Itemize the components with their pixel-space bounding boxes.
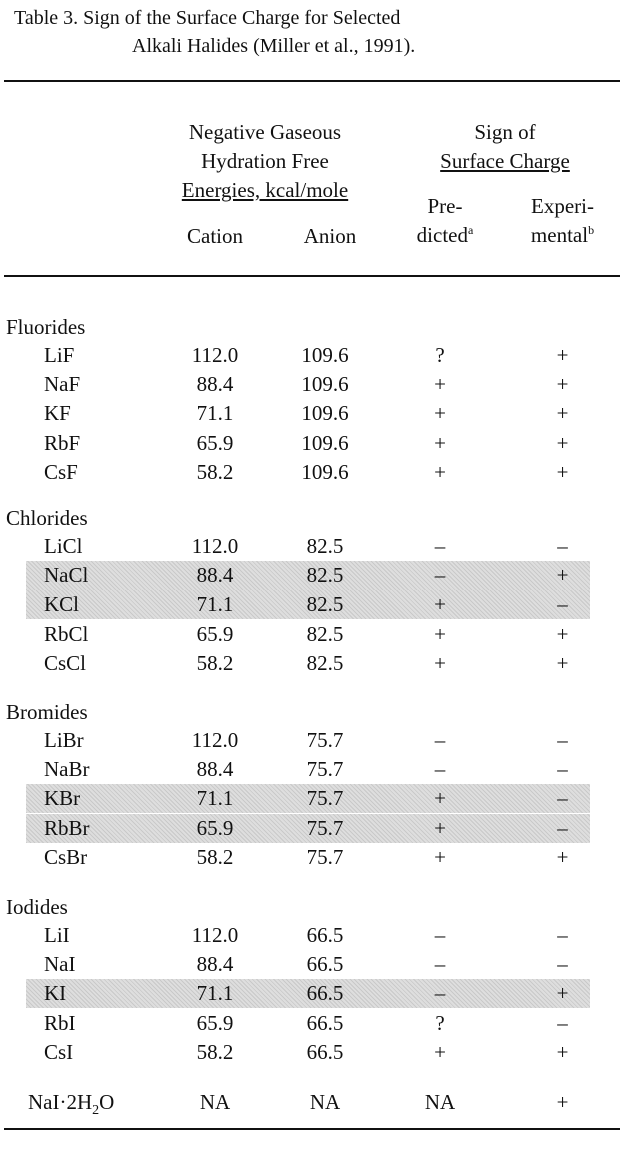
row-name: LiCl (44, 534, 83, 558)
predicted-value: + (434, 786, 446, 811)
header-text: mental (530, 223, 589, 247)
row-name: RbCl (44, 621, 89, 646)
predicted-value: + (434, 815, 446, 840)
predicted-value: + (434, 844, 446, 869)
footnote-mark: a (467, 223, 474, 237)
cation-value: 112.0 (191, 343, 239, 367)
anion-value: 66.5 (306, 923, 344, 947)
group-title: Bromides (6, 700, 88, 724)
group-title: Fluorides (6, 315, 86, 339)
anion-value: 82.5 (306, 592, 344, 617)
anion-value: 82.5 (306, 534, 344, 558)
table-row (0, 532, 622, 561)
row-name-subscript: 2 (92, 1103, 100, 1119)
predicted-value: + (434, 401, 446, 426)
cation-value: 65.9 (196, 815, 234, 840)
anion-value: 66.5 (306, 981, 344, 1006)
cation-value: 71.1 (196, 401, 234, 426)
header-text: dicted (416, 223, 468, 247)
table-row (0, 458, 622, 487)
bottom-rule (4, 1128, 620, 1130)
header-text: Sign of (474, 120, 536, 144)
cation-value: 112.0 (191, 923, 239, 947)
col-header-anion: Anion (303, 224, 357, 248)
predicted-value: – (434, 534, 446, 558)
table-row (0, 726, 622, 755)
experimental-value: – (557, 952, 568, 977)
experimental-value: – (557, 815, 568, 840)
table-row (26, 784, 590, 813)
experimental-value: + (556, 459, 569, 484)
experimental-value: – (557, 786, 568, 811)
experimental-value: + (556, 343, 569, 367)
experimental-value: – (557, 592, 568, 617)
row-name: NaF (44, 372, 81, 397)
anion-value: 82.5 (306, 650, 344, 675)
row-name: KI (44, 981, 67, 1006)
header-text: Hydration Free (201, 149, 329, 173)
anion-value: 66.5 (306, 1010, 344, 1035)
predicted-value: – (434, 728, 446, 752)
cation-value: 58.2 (196, 459, 234, 484)
anion-value: 109.6 (301, 401, 349, 426)
anion-value: 75.7 (306, 728, 344, 752)
row-name: CsCl (44, 650, 87, 675)
table-row (26, 979, 590, 1008)
predicted-value: + (434, 1039, 446, 1064)
row-name (28, 1088, 114, 1125)
table-row (0, 1088, 622, 1117)
table-row (26, 814, 590, 843)
predicted-value: + (434, 650, 446, 675)
predicted-value: – (434, 923, 446, 947)
experimental-value: + (556, 1090, 569, 1114)
table-row (0, 1009, 622, 1038)
predicted-value: ? (435, 1010, 445, 1035)
row-name: KBr (44, 786, 81, 811)
cation-value: 88.4 (196, 563, 234, 588)
experimental-value: + (556, 621, 569, 646)
experimental-value: – (557, 728, 568, 752)
row-name-part: NaI·2H (28, 1090, 93, 1114)
header-text: Pre- (427, 194, 463, 218)
caption-line-1: Table 3. Sign of the Surface Charge for Selected (14, 7, 401, 29)
hydration-energy-header (140, 118, 390, 205)
table-row (0, 1038, 622, 1067)
row-name: LiI (44, 923, 70, 947)
table-row (0, 370, 622, 399)
table-row (0, 429, 622, 458)
experimental-value: + (556, 430, 569, 455)
anion-value: 109.6 (301, 459, 349, 484)
header-text: Surface Charge (440, 149, 570, 173)
cation-value: 58.2 (196, 844, 234, 869)
header-text: Negative Gaseous (188, 120, 342, 144)
anion-value: NA (309, 1090, 341, 1114)
predicted-value: – (434, 981, 446, 1006)
anion-value: 66.5 (306, 1039, 344, 1064)
anion-value: 75.7 (306, 786, 344, 811)
anion-value: 82.5 (306, 621, 344, 646)
header-text: Energies, kcal/mole (181, 178, 349, 202)
row-name: KF (44, 401, 71, 426)
cation-value: 71.1 (196, 592, 234, 617)
experimental-value: + (556, 981, 569, 1006)
cation-value: 112.0 (191, 534, 239, 558)
predicted-value: + (434, 430, 446, 455)
surface-charge-header (400, 118, 610, 176)
experimental-value: – (557, 923, 568, 947)
anion-value: 82.5 (306, 563, 344, 588)
table-row (26, 561, 590, 590)
anion-value: 75.7 (306, 757, 344, 782)
experimental-value: + (556, 372, 569, 397)
row-name: NaBr (44, 757, 90, 782)
cation-value: 58.2 (196, 1039, 234, 1064)
predicted-value: + (434, 459, 446, 484)
table-row (0, 921, 622, 950)
table-row (0, 341, 622, 370)
predicted-value: NA (424, 1090, 456, 1114)
predicted-value: – (434, 563, 446, 588)
cation-value: 88.4 (196, 757, 234, 782)
anion-value: 109.6 (301, 343, 349, 367)
anion-value: 75.7 (306, 844, 344, 869)
cation-value: 65.9 (196, 621, 234, 646)
experimental-value: + (556, 844, 569, 869)
col-header-predicted (395, 192, 495, 250)
table-row (0, 399, 622, 428)
row-name: CsBr (44, 844, 88, 869)
caption-line-2: Alkali Halides (Miller et al., 1991). (132, 35, 416, 57)
row-name-part: O (99, 1090, 115, 1114)
predicted-value: + (434, 372, 446, 397)
experimental-value: + (556, 563, 569, 588)
anion-value: 109.6 (301, 372, 349, 397)
col-header-experimental (505, 192, 620, 250)
row-name: RbI (44, 1010, 76, 1035)
cation-value: 58.2 (196, 650, 234, 675)
top-rule (4, 80, 620, 82)
header-text: Experi- (531, 194, 594, 218)
experimental-value: – (557, 1010, 568, 1035)
anion-value: 75.7 (306, 815, 344, 840)
row-name: NaCl (44, 563, 89, 588)
cation-value: 88.4 (196, 372, 234, 397)
table-row (0, 843, 622, 872)
experimental-value: + (556, 1039, 569, 1064)
col-header-cation: Cation (187, 224, 243, 248)
predicted-value: – (434, 757, 446, 782)
experimental-value: – (557, 534, 568, 558)
row-name: CsI (44, 1039, 74, 1064)
table-row (0, 620, 622, 649)
row-name: NaI (44, 952, 76, 977)
cation-value: 88.4 (196, 952, 234, 977)
experimental-value: + (556, 401, 569, 426)
experimental-value: + (556, 650, 569, 675)
cation-value: 65.9 (196, 1010, 234, 1035)
predicted-value: ? (435, 343, 445, 367)
cation-value: 71.1 (196, 981, 234, 1006)
table-row (0, 755, 622, 784)
table-caption (14, 4, 614, 60)
anion-value: 109.6 (301, 430, 349, 455)
row-name: LiBr (44, 728, 84, 752)
cation-value: 71.1 (196, 786, 234, 811)
cation-value: 65.9 (196, 430, 234, 455)
predicted-value: + (434, 592, 446, 617)
group-title: Chlorides (6, 506, 88, 530)
experimental-value: – (557, 757, 568, 782)
row-name: KCl (44, 592, 80, 617)
anion-value: 66.5 (306, 952, 344, 977)
cation-value: 112.0 (191, 728, 239, 752)
header-rule (4, 275, 620, 277)
row-name: RbF (44, 430, 81, 455)
predicted-value: + (434, 621, 446, 646)
cation-value: NA (199, 1090, 231, 1114)
predicted-value: – (434, 952, 446, 977)
row-name: RbBr (44, 815, 90, 840)
row-name: CsF (44, 459, 78, 484)
group-title: Iodides (6, 895, 68, 919)
table-row (0, 649, 622, 678)
row-name: LiF (44, 343, 75, 367)
table-row (0, 950, 622, 979)
table-row (26, 590, 590, 619)
footnote-mark: b (588, 223, 595, 237)
